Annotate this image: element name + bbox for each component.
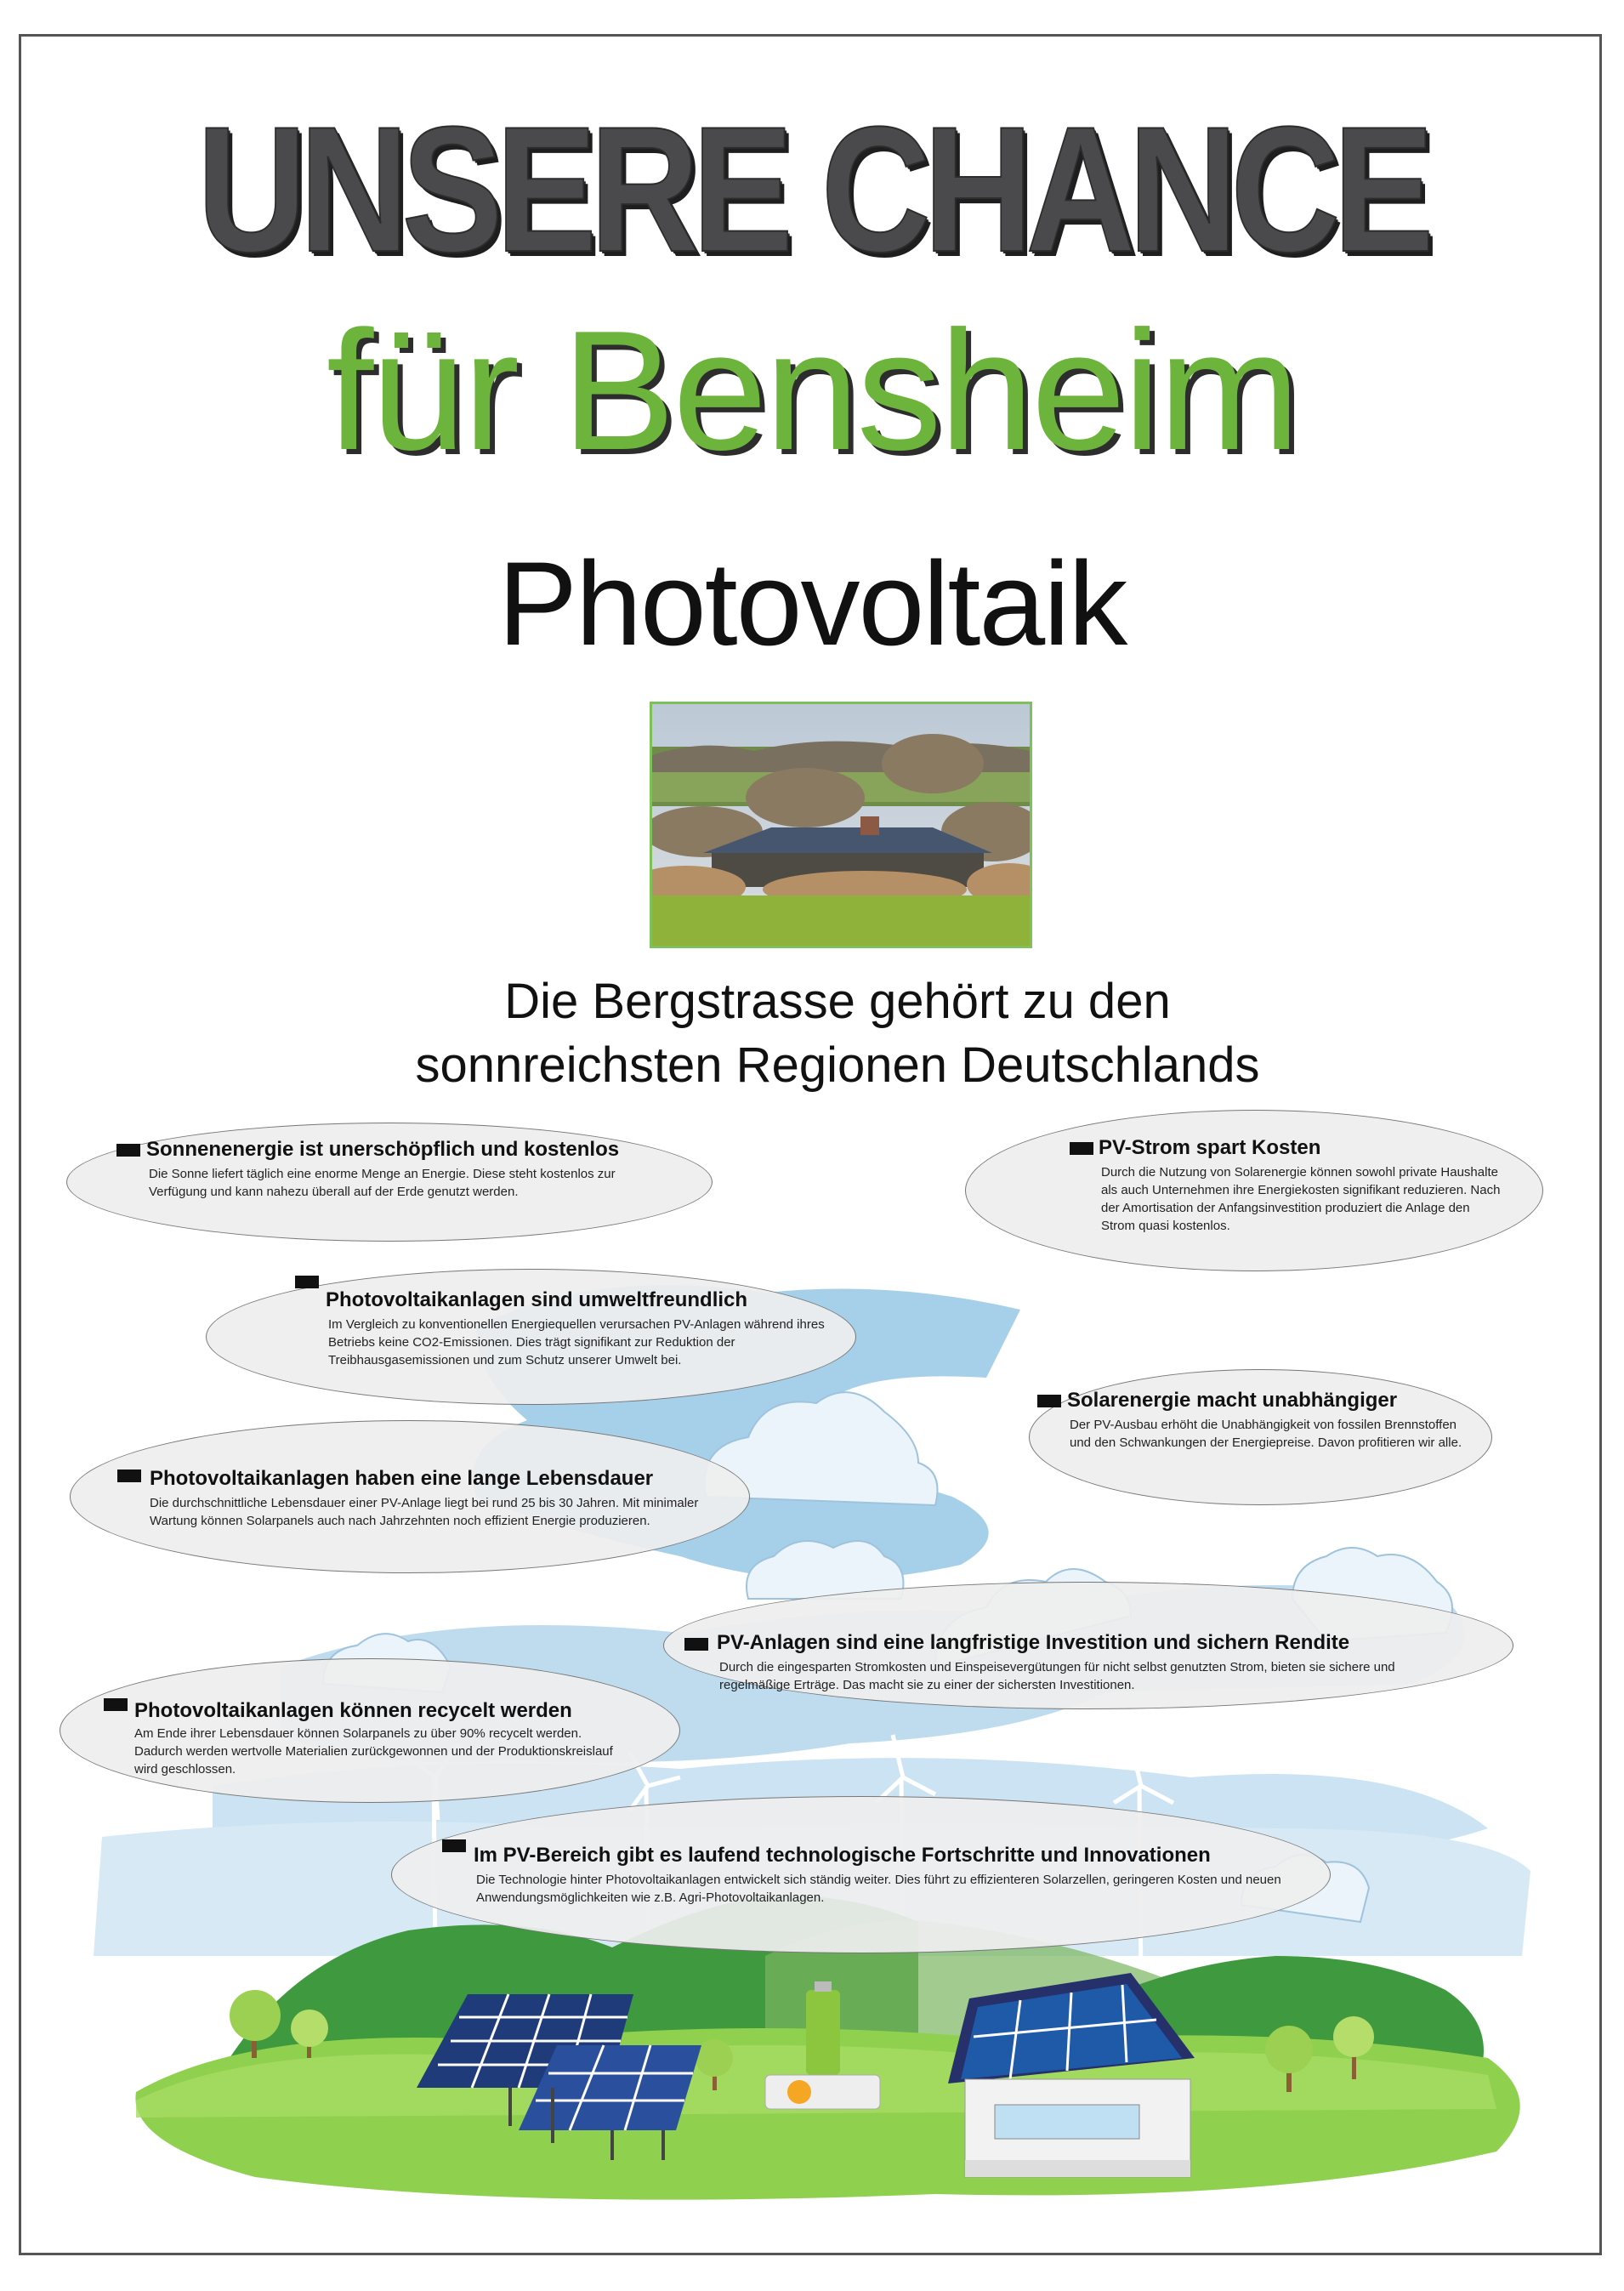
lead-line-1: Die Bergstrasse gehört zu den [504, 974, 1171, 1029]
bullet-marker [116, 1144, 140, 1157]
bullet-marker [1070, 1142, 1093, 1155]
fact-title: PV-Strom spart Kosten [1099, 1136, 1321, 1159]
fact-text: Die Technologie hinter Photovoltaikanlagen entwickelt sich ständig weiter. Dies führt zu effizienteren Solarzellen, geringeren Kosten und neuen Anwendungsmöglichkeiten wie z.B. Agri-Photovoltaikanlagen. [476, 1873, 1281, 1905]
fact-title: Sonnenenergie ist unerschöpflich und kostenlos [146, 1138, 620, 1161]
bullet-marker [1037, 1395, 1061, 1407]
bullet-marker [442, 1839, 466, 1852]
fact-text: Der PV-Ausbau erhöht die Unabhängigkeit von fossilen Brennstoffen und den Schwankungen der Energiepreise. Davon profitieren wir alle. [1070, 1418, 1462, 1450]
fact-title: PV-Anlagen sind eine langfristige Investition und sichern Rendite [717, 1631, 1350, 1654]
fact-text: Am Ende ihrer Lebensdauer können Solarpanels zu über 90% recycelt werden. Dadurch werden wertvolle Materialien zurückgewonnen und der Produktionskreislauf wird geschlossen. [134, 1726, 613, 1777]
fact-title: Solarenergie macht unabhängiger [1067, 1389, 1398, 1412]
lead-line-2: sonnreichsten Regionen Deutschlands [415, 1037, 1260, 1094]
bullet-marker [117, 1470, 141, 1482]
fact-text: Durch die eingesparten Stromkosten und Einspeisevergütungen für nicht selbst genutzten Strom, bieten sie sichere und regelmäßige Erträge. Das macht sie zu einer der sichersten Investitionen. [719, 1660, 1395, 1692]
fact-title: Photovoltaikanlagen können recycelt werden [134, 1699, 572, 1722]
fact-title: Photovoltaikanlagen haben eine lange Lebensdauer [150, 1467, 654, 1490]
fact-text: Durch die Nutzung von Solarenergie können sowohl private Haushalte als auch Unternehmen ihre Energiekosten signifikant reduzieren. Nach der Amortisation der Anfangsinvestition produziert die Anlage den Strom quasi kostenlos. [1101, 1165, 1501, 1233]
headline-unsere-chance: UNSERE CHANCE [196, 89, 1428, 289]
headline-fuer-bensheim: für Bensheim [326, 296, 1298, 486]
fact-text: Die durchschnittliche Lebensdauer einer PV-Anlage liegt bei rund 25 bis 30 Jahren. Mit minimaler Wartung können Solarpanels auch nach Jahrzehnten noch effizient Energie produzieren. [150, 1496, 699, 1528]
bullet-marker [684, 1638, 708, 1651]
fact-text: Im Vergleich zu konventionellen Energiequellen verursachen PV-Anlagen während ihres Betriebs keine CO2-Emissionen. Dies trägt signifikant zur Reduktion der Treibhausgasemissionen und zum Schutz unserer Umwelt bei. [328, 1317, 825, 1367]
fact-title: Photovoltaikanlagen sind umweltfreundlich [326, 1288, 748, 1311]
fact-text: Die Sonne liefert täglich eine enorme Menge an Energie. Diese steht kostenlos zur Verfügung und kann nahezu überall auf der Erde genutzt werden. [149, 1167, 616, 1199]
topic-title: Photovoltaik [497, 537, 1127, 670]
bullet-marker [295, 1276, 319, 1288]
bullet-marker [104, 1698, 128, 1711]
fact-title: Im PV-Bereich gibt es laufend technologische Fortschritte und Innovationen [474, 1844, 1211, 1867]
